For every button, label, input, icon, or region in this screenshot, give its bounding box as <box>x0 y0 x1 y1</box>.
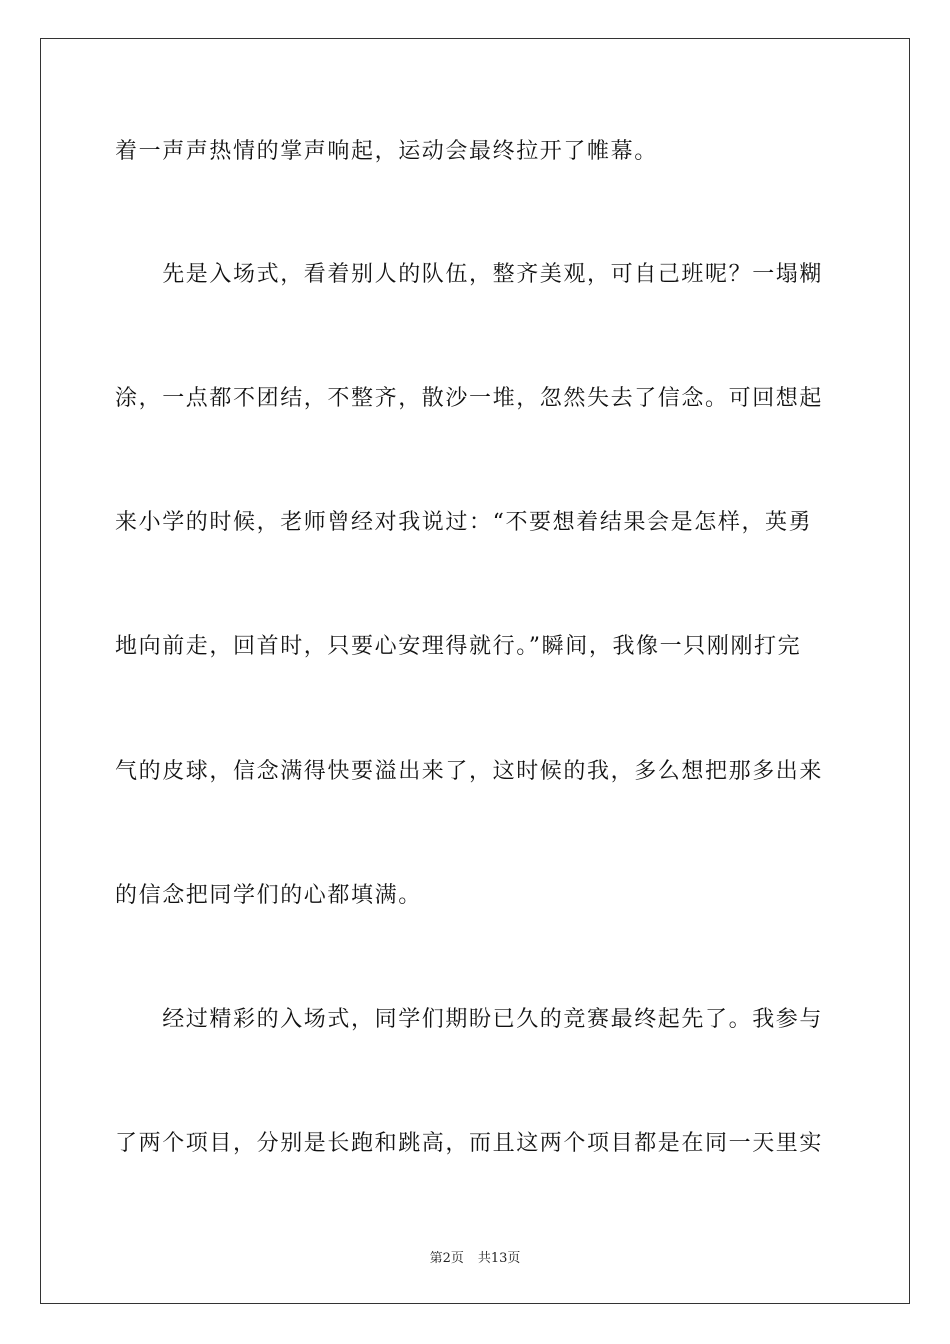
paragraph-line: 的信念把同学们的心都填满。 <box>115 883 422 908</box>
paragraph-line: 先是入场式，看着别人的队伍，整齐美观，可自己班呢？一塌糊 <box>115 262 824 287</box>
paragraph-line: 气的皮球，信念满得快要溢出来了，这时候的我，多么想把那多出来 <box>115 759 824 784</box>
paragraph-line: 地向前走，回首时，只要心安理得就行。”瞬间，我像一只刚刚打完 <box>115 634 802 659</box>
paragraph-line: 来小学的时候，老师曾经对我说过：“不要想着结果会是怎样，英勇 <box>115 510 813 535</box>
page-footer <box>0 1247 950 1266</box>
total-pages: 共13页 <box>477 1251 521 1266</box>
paragraph-line: 了两个项目，分别是长跑和跳高，而且这两个项目都是在同一天里实 <box>115 1131 824 1156</box>
page-number: 第2页 <box>429 1251 464 1266</box>
paragraph-line: 经过精彩的入场式，同学们期盼已久的竞赛最终起先了。我参与 <box>115 1007 824 1032</box>
paragraph-line: 着一声声热情的掌声响起，运动会最终拉开了帷幕。 <box>115 139 658 164</box>
page-border <box>40 38 910 1304</box>
paragraph-line: 涂，一点都不团结，不整齐，散沙一堆，忽然失去了信念。可回想起 <box>115 386 824 411</box>
